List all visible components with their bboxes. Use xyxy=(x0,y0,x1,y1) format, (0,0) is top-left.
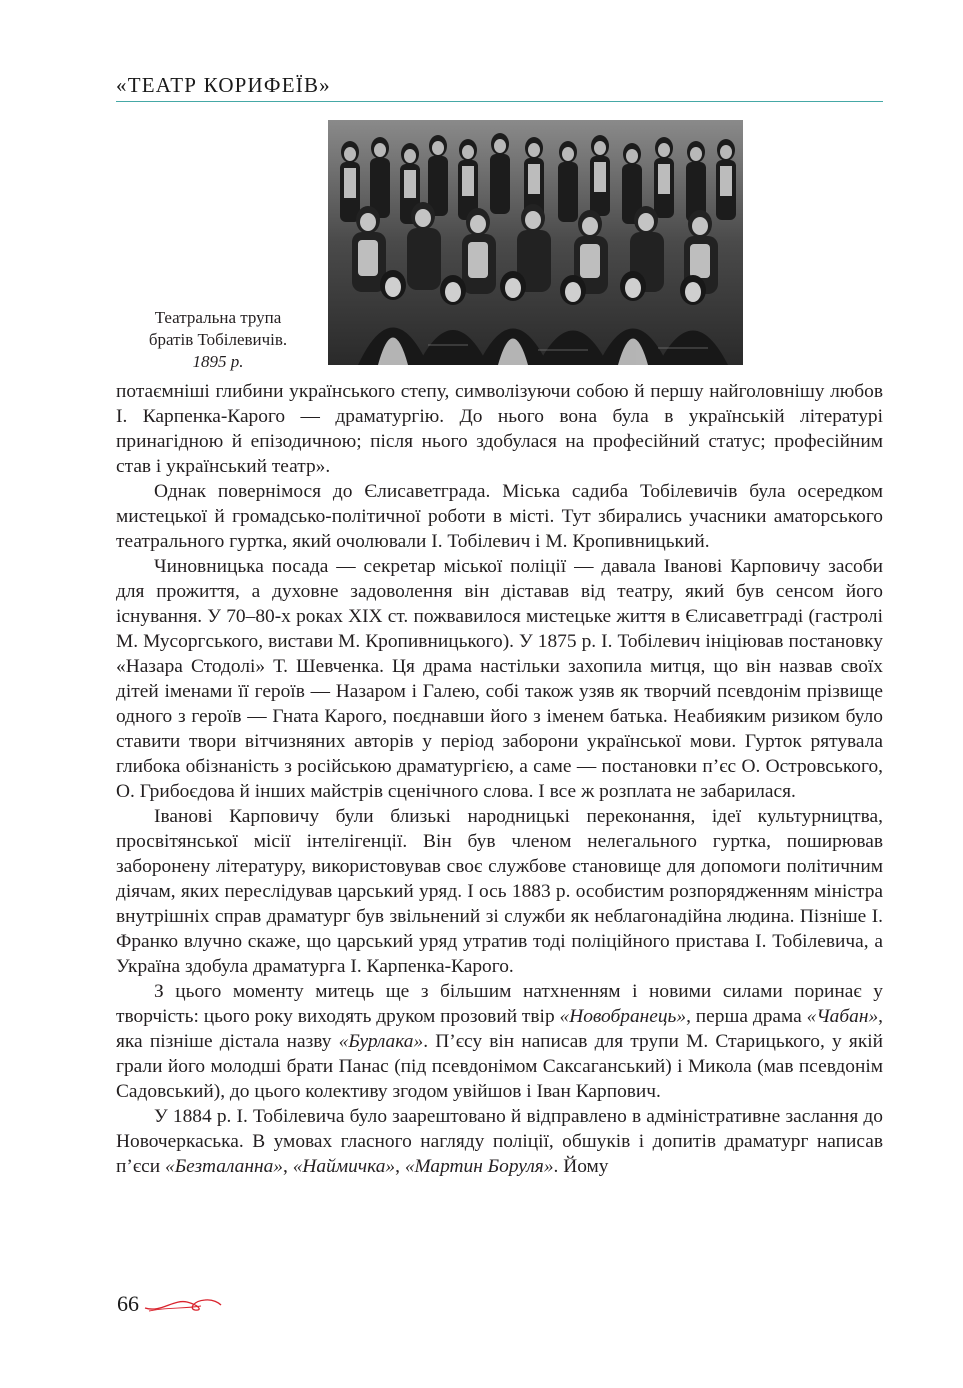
page-number: 66 xyxy=(117,1291,139,1316)
caption-line-2: братів Тобілевичів. xyxy=(148,330,288,349)
work-title: «Чабан» xyxy=(806,1006,879,1027)
text-run: , перша драма xyxy=(686,1006,807,1027)
text-run: . Йому xyxy=(553,1156,609,1177)
text-run: , яка пізніше дістала назву xyxy=(116,1006,883,1052)
header-rule xyxy=(116,101,883,102)
body-paragraph xyxy=(116,979,883,1104)
body-paragraph xyxy=(116,1104,883,1179)
body-paragraph xyxy=(116,479,883,554)
text-run: Однак повернімося до Єлисаветграда. Міська садиба Тобілевичів була осередком мистецької й громадсько-політичної роботи в місті. Тут збирались учасники аматорського театрального гуртка, який очолювали І. Тобілевич і М. Кропивницький. xyxy=(116,481,883,552)
body-paragraph xyxy=(116,804,883,979)
work-title: «Безталанна» xyxy=(165,1156,284,1177)
photo-caption xyxy=(118,307,318,373)
text-run: , xyxy=(395,1156,405,1177)
body-paragraph xyxy=(116,554,883,804)
body-text xyxy=(116,379,883,1179)
caption-line-1: Театральна трупа xyxy=(154,308,282,327)
text-run: потаємніші глибини українського степу, символізуючи собою й першу найголовнішу любов І. Карпенка-Карого — драматургію. До нього вона була в українській літературі принагідною й епізодичною; після нього здобулася на професійний статус; професійним став і український театр». xyxy=(116,381,883,477)
text-run: У 1884 р. І. Тобілевича було заарештовано й відправлено в адміністративне заслання до Новочеркаська. В умовах гласного нагляду поліції, обшуків і допитів драматург написав п’єси xyxy=(116,1106,883,1177)
troupe-photo xyxy=(328,120,743,365)
running-title: «ТЕАТР КОРИФЕЇВ» xyxy=(116,73,331,97)
text-run: Чиновницька посада — секретар міської поліції — давала Іванові Карповичу засоби для прожиття, а духовне задоволення він діставав від театру, який був сенсом його існування. У 70–80-х роках XIX ст. пожвавилося мистецьке життя в Єлисаветграді (гастролі М. Мусоргського, вистави М. Кропивницького). У 1875 р. І. Тобілевич ініціював постановку «Назара Стодолі» Т. Шевченка. Ця драма настільки захопила митця, що він назвав своїх дітей іменами її героїв — Назаром і Галею, собі також узяв як творчий псевдонім прізвище одного з героїв — Гната Карого, поєднавши його з іменем батька. Неабияким ризиком було ставити твори вітчизняних авторів у період заборони української мови. Гурток рятувала глибока обізнаність з російською драматургією, а саме — постановки п’єс О. Островського, О. Грибоєдова й інших майстрів сценічного слова. І все ж розплата не забарилася. xyxy=(116,556,883,802)
work-title: «Новобранець» xyxy=(559,1006,687,1027)
text-run: Іванові Карповичу були близькі народницькі переконання, ідеї культурництва, просвітянської місії інтелігенції. Він був членом нелегального гуртка, поширював заборонену літературу, використовував своє службове становище для допомоги політичним діячам, яких переслідував царський уряд. І ось 1883 р. особистим розпорядженням міністра внутрішніх справ драматург був звільнений зі служби як неблагонадійна людина. Пізніше І. Франко влучно скаже, що царський уряд утратив тоді поліційного пристава І. Тобілевича, а Україна здобула драматурга І. Карпенка-Карого. xyxy=(116,806,883,977)
text-run: , xyxy=(283,1156,293,1177)
text-run: . П’єсу він написав для трупи М. Старицького, у якій грали його молодші брати Панас (під псевдонімом Саксаганський) і Микола (мав псевдонім Садовський), до цього колективу згодом увійшов і Іван Карпович. xyxy=(116,1031,884,1102)
work-title: «Мартин Боруля» xyxy=(404,1156,554,1177)
caption-year: 1895 р. xyxy=(192,352,244,371)
text-run: З цього моменту митець ще з більшим натхненням і новими силами поринає у творчість: цього року виходять друком прозовий твір xyxy=(116,981,883,1027)
page-flourish-ornament xyxy=(143,1293,223,1315)
work-title: «Наймичка» xyxy=(292,1156,396,1177)
body-paragraph xyxy=(116,379,883,479)
work-title: «Бурлака» xyxy=(338,1031,424,1052)
troupe-photo-image xyxy=(328,120,743,365)
